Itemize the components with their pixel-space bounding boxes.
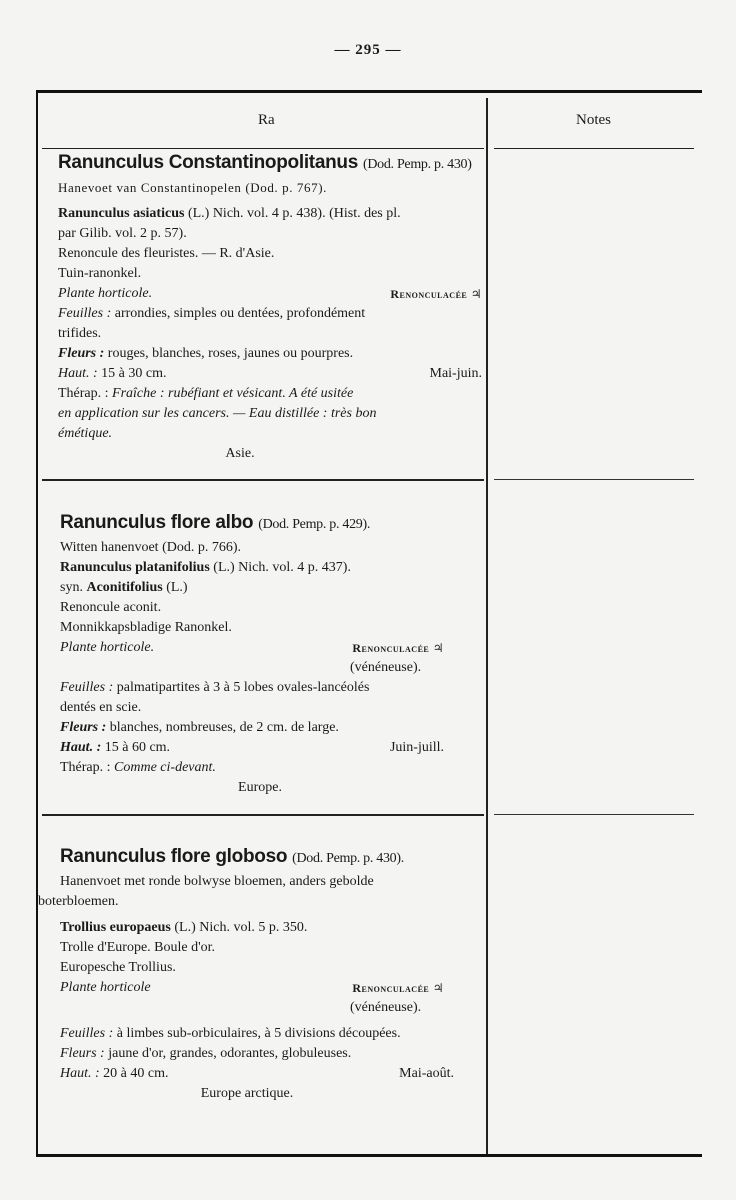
- dutch-name: Witten hanenvoet (Dod. p. 766).: [60, 540, 242, 555]
- haut-text: 20 à 40 cm.: [103, 1066, 169, 1081]
- toxicity: (vénéneuse).: [350, 660, 422, 675]
- synonym-name: Trollius europaeus: [60, 920, 171, 935]
- synonym-reference-2: (L.): [166, 580, 188, 595]
- reference: (Dod. Pemp. p. 430).: [292, 851, 404, 866]
- dutch-name: Hanenvoet met ronde bolwyse bloemen, anders gebolde: [60, 874, 374, 889]
- toxicity: (vénéneuse).: [350, 1000, 422, 1015]
- synonym-reference: (L.) Nich. vol. 4 p. 437).: [213, 560, 351, 575]
- feuilles-text-cont: trifides.: [58, 326, 102, 341]
- dutch-common-name: Monnikkapsbladige Ranonkel.: [60, 620, 232, 635]
- feuilles-text: à limbes sub-orbiculaires, à 5 divisions découpées.: [116, 1026, 401, 1041]
- feuilles-label: Feuilles :: [60, 1026, 114, 1041]
- column-divider: [486, 98, 488, 1156]
- entry-title: [58, 150, 482, 178]
- therap-text: Fraîche : rubéfiant et vésicant. A été usitée: [112, 386, 354, 401]
- dutch-common-name: Tuin-ranonkel.: [58, 266, 142, 281]
- reference: (Dod. Pemp. p. 429).: [258, 517, 371, 532]
- region: Asie.: [225, 446, 255, 461]
- therap-label: Thérap. :: [60, 760, 111, 775]
- haut-label: Haut. :: [60, 1066, 100, 1081]
- bottom-rule: [36, 1154, 702, 1157]
- notes-separator: [494, 479, 694, 480]
- french-name: Trolle d'Europe. Boule d'or.: [60, 940, 216, 955]
- fleurs-text: jaune d'or, grandes, odorantes, globuleuses.: [108, 1046, 352, 1061]
- column-header-ra: Ra: [258, 112, 275, 128]
- synonym-reference: (L.) Nich. vol. 5 p. 350.: [174, 920, 308, 935]
- feuilles-text: palmatipartites à 3 à 5 lobes ovales-lancéolés: [116, 680, 370, 695]
- entry-title: [60, 510, 484, 538]
- entry-ranunculus-flore-globoso: [38, 844, 484, 1104]
- family-label: Renonculacée ♃: [352, 641, 444, 655]
- synonym-reference-cont: par Gilib. vol. 2 p. 57).: [58, 226, 187, 241]
- dutch-name: Hanevoet van Constantinopelen (Dod. p. 767).: [58, 180, 328, 195]
- feuilles-label: Feuilles :: [60, 680, 114, 695]
- haut-label: Haut. :: [60, 740, 102, 755]
- french-name: Renoncule aconit.: [60, 600, 162, 615]
- feuilles-text-cont: dentés en scie.: [60, 700, 142, 715]
- page-number: — 295 —: [334, 42, 402, 58]
- synonym-name: Ranunculus asiaticus: [58, 206, 185, 221]
- region: Europe arctique.: [200, 1086, 294, 1101]
- synonym-reference: (L.) Nich. vol. 4 p. 438). (Hist. des pl.: [187, 206, 401, 221]
- haut-label: Haut. :: [58, 366, 98, 381]
- feuilles-label: Feuilles :: [58, 306, 112, 321]
- fleurs-text: rouges, blanches, roses, jaunes ou pourpres.: [107, 346, 354, 361]
- column-header-notes: Notes: [576, 112, 611, 128]
- feuilles-text: arrondies, simples ou dentées, profondément: [114, 306, 366, 321]
- plant-type: Plante horticole.: [58, 286, 153, 301]
- entry-separator: [42, 479, 484, 481]
- entry-separator: [42, 814, 484, 816]
- therap-text-cont2: émétique.: [58, 426, 113, 441]
- header-rule: [42, 148, 484, 149]
- season: Mai-juin.: [429, 366, 482, 381]
- fleurs-label: Fleurs :: [58, 346, 105, 361]
- entry-ranunculus-flore-albo: [60, 510, 484, 798]
- header-rule-notes: [494, 148, 694, 149]
- dutch-name-cont: boterbloemen.: [38, 894, 119, 909]
- plant-type: Plante horticole: [60, 980, 151, 995]
- entry-title: [60, 844, 484, 872]
- french-name: Renoncule des fleuristes. — R. d'Asie.: [58, 246, 275, 261]
- species-name: Ranunculus Constantinopolitanus: [58, 152, 358, 173]
- dutch-common-name: Europesche Trollius.: [60, 960, 176, 975]
- region: Europe.: [238, 780, 282, 795]
- fleurs-label: Fleurs :: [60, 720, 107, 735]
- fleurs-text: blanches, nombreuses, de 2 cm. de large.: [109, 720, 339, 735]
- therap-label: Thérap. :: [58, 386, 109, 401]
- plant-type: Plante horticole.: [60, 640, 155, 655]
- season: Juin-juill.: [389, 740, 444, 755]
- notes-separator: [494, 814, 694, 815]
- left-border: [36, 90, 38, 1156]
- entry-ranunculus-constantinopolitanus: [58, 150, 482, 464]
- haut-text: 15 à 30 cm.: [101, 366, 167, 381]
- table-frame: [36, 90, 702, 1152]
- family-label: Renonculacée ♃: [352, 981, 444, 995]
- therap-text-cont: en application sur les cancers. — Eau distillée : très bon: [58, 406, 377, 421]
- top-rule: [36, 90, 702, 93]
- synonym-name: Ranunculus platanifolius: [60, 560, 210, 575]
- haut-text: 15 à 60 cm.: [104, 740, 171, 755]
- species-name: Ranunculus flore albo: [60, 512, 254, 533]
- syn-prefix: syn.: [60, 580, 83, 595]
- species-name: Ranunculus flore globoso: [60, 846, 288, 867]
- therap-text: Comme ci-devant.: [114, 760, 216, 775]
- season: Mai-août.: [399, 1066, 454, 1081]
- synonym-name-2: Aconitifolius: [86, 580, 163, 595]
- reference: (Dod. Pemp. p. 430): [362, 157, 472, 172]
- family-label: Renonculacée ♃: [390, 287, 482, 301]
- fleurs-label: Fleurs :: [60, 1046, 105, 1061]
